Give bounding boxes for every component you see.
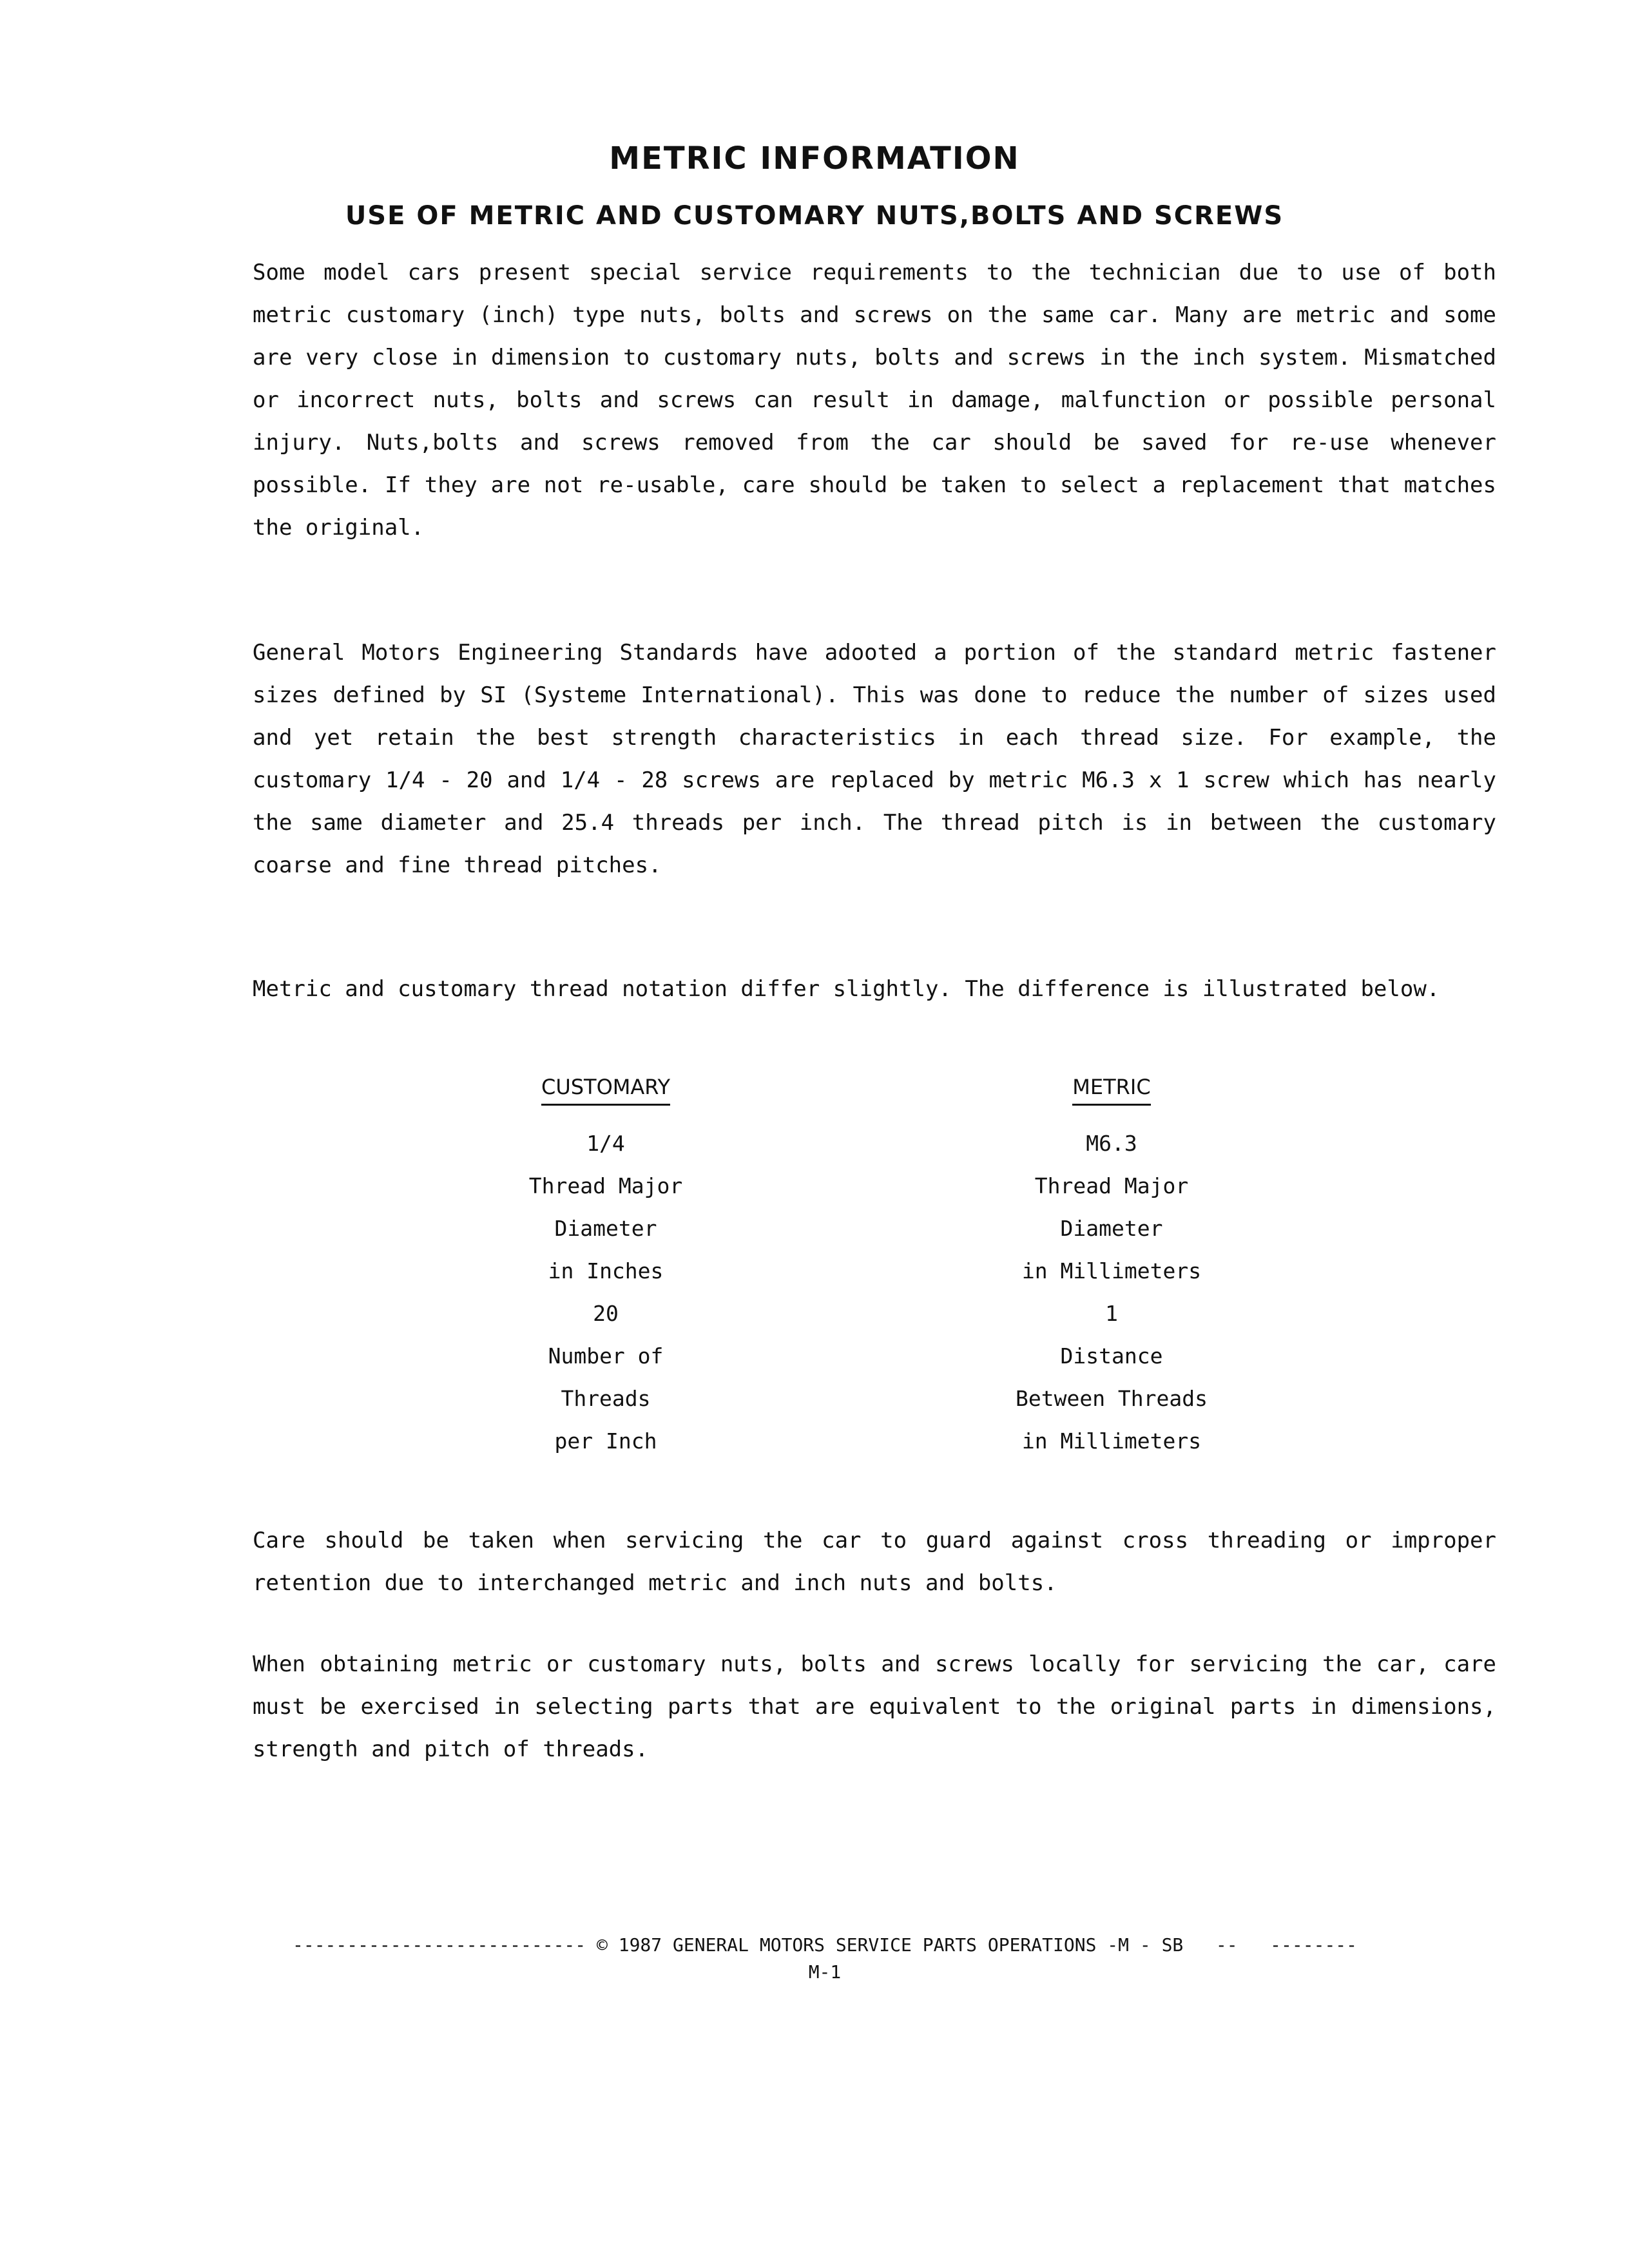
metric-line: M6.3 (1086, 1131, 1137, 1156)
metric-line: Diameter (1060, 1216, 1163, 1241)
customary-line: in Inches (548, 1258, 664, 1283)
page-title: METRIC INFORMATION (609, 140, 1020, 177)
section-subtitle: USE OF METRIC AND CUSTOMARY NUTS,BOLTS AND SCREWS (345, 201, 1284, 231)
customary-header: CUSTOMARY (541, 1075, 670, 1106)
customary-line: Number of (548, 1343, 664, 1369)
paragraph-notation: Metric and customary thread notation differ slightly. The difference is illustrated below. (253, 976, 1440, 1002)
customary-line: 20 (593, 1301, 619, 1326)
metric-line: in Millimeters (1021, 1428, 1202, 1454)
metric-line: 1 (1105, 1301, 1118, 1326)
customary-line: Diameter (554, 1216, 657, 1241)
copyright-footer: --------------------------- © 1987 GENERAL MOTORS SERVICE PARTS OPERATIONS -M - SB -- -------- (292, 1934, 1358, 1956)
paragraph-standards: General Motors Engineering Standards have adooted a portion of the standard metric fastener sizes defined by SI (Systeme International). This was done to reduce the number of sizes used and yet retain the best strength characteristics in each thread size. For example, the customary 1/4 - 20 and 1/4 - 28 screws are replaced by metric M6.3 x 1 screw which has nearly the same diameter and 25.4 threads per inch. The thread pitch is in between the customary coarse and fine thread pitches. (253, 640, 1496, 878)
metric-line: Thread Major (1034, 1173, 1189, 1198)
metric-line: Distance (1060, 1343, 1163, 1369)
metric-line: Between Threads (1015, 1386, 1208, 1411)
paragraph-intro: Some model cars present special service requirements to the technician due to use of both metric customary (inch) type nuts, bolts and screws on the same car. Many are metric and some are very close in dimension to customary nuts, bolts and screws in the inch system. Mismatched or incorrect nuts, bolts and screws can result in damage, malfunction or possible personal injury. Nuts,bolts and screws removed from the car should be saved for re-use whenever possible. If they are not re-usable, care should be taken to select a replacement that matches the original. (253, 260, 1496, 541)
metric-line: in Millimeters (1021, 1258, 1202, 1283)
metric-header: METRIC (1072, 1075, 1150, 1106)
paragraph-obtaining: When obtaining metric or customary nuts, bolts and screws locally for servicing the car, care must be exercised in selecting parts that are equivalent to the original parts in dimensions, strength and pitch of threads. (253, 1651, 1496, 1762)
customary-line: 1/4 (586, 1131, 625, 1156)
page-number: M-1 (808, 1961, 842, 1983)
customary-line: Threads (561, 1386, 651, 1411)
customary-notation-column (438, 1075, 773, 1463)
paragraph-care: Care should be taken when servicing the car to guard against cross threading or improper retention due to interchanged metric and inch nuts and bolts. (253, 1528, 1496, 1596)
customary-line: Thread Major (528, 1173, 683, 1198)
metric-notation-column (944, 1075, 1279, 1463)
customary-line: per Inch (554, 1428, 657, 1454)
